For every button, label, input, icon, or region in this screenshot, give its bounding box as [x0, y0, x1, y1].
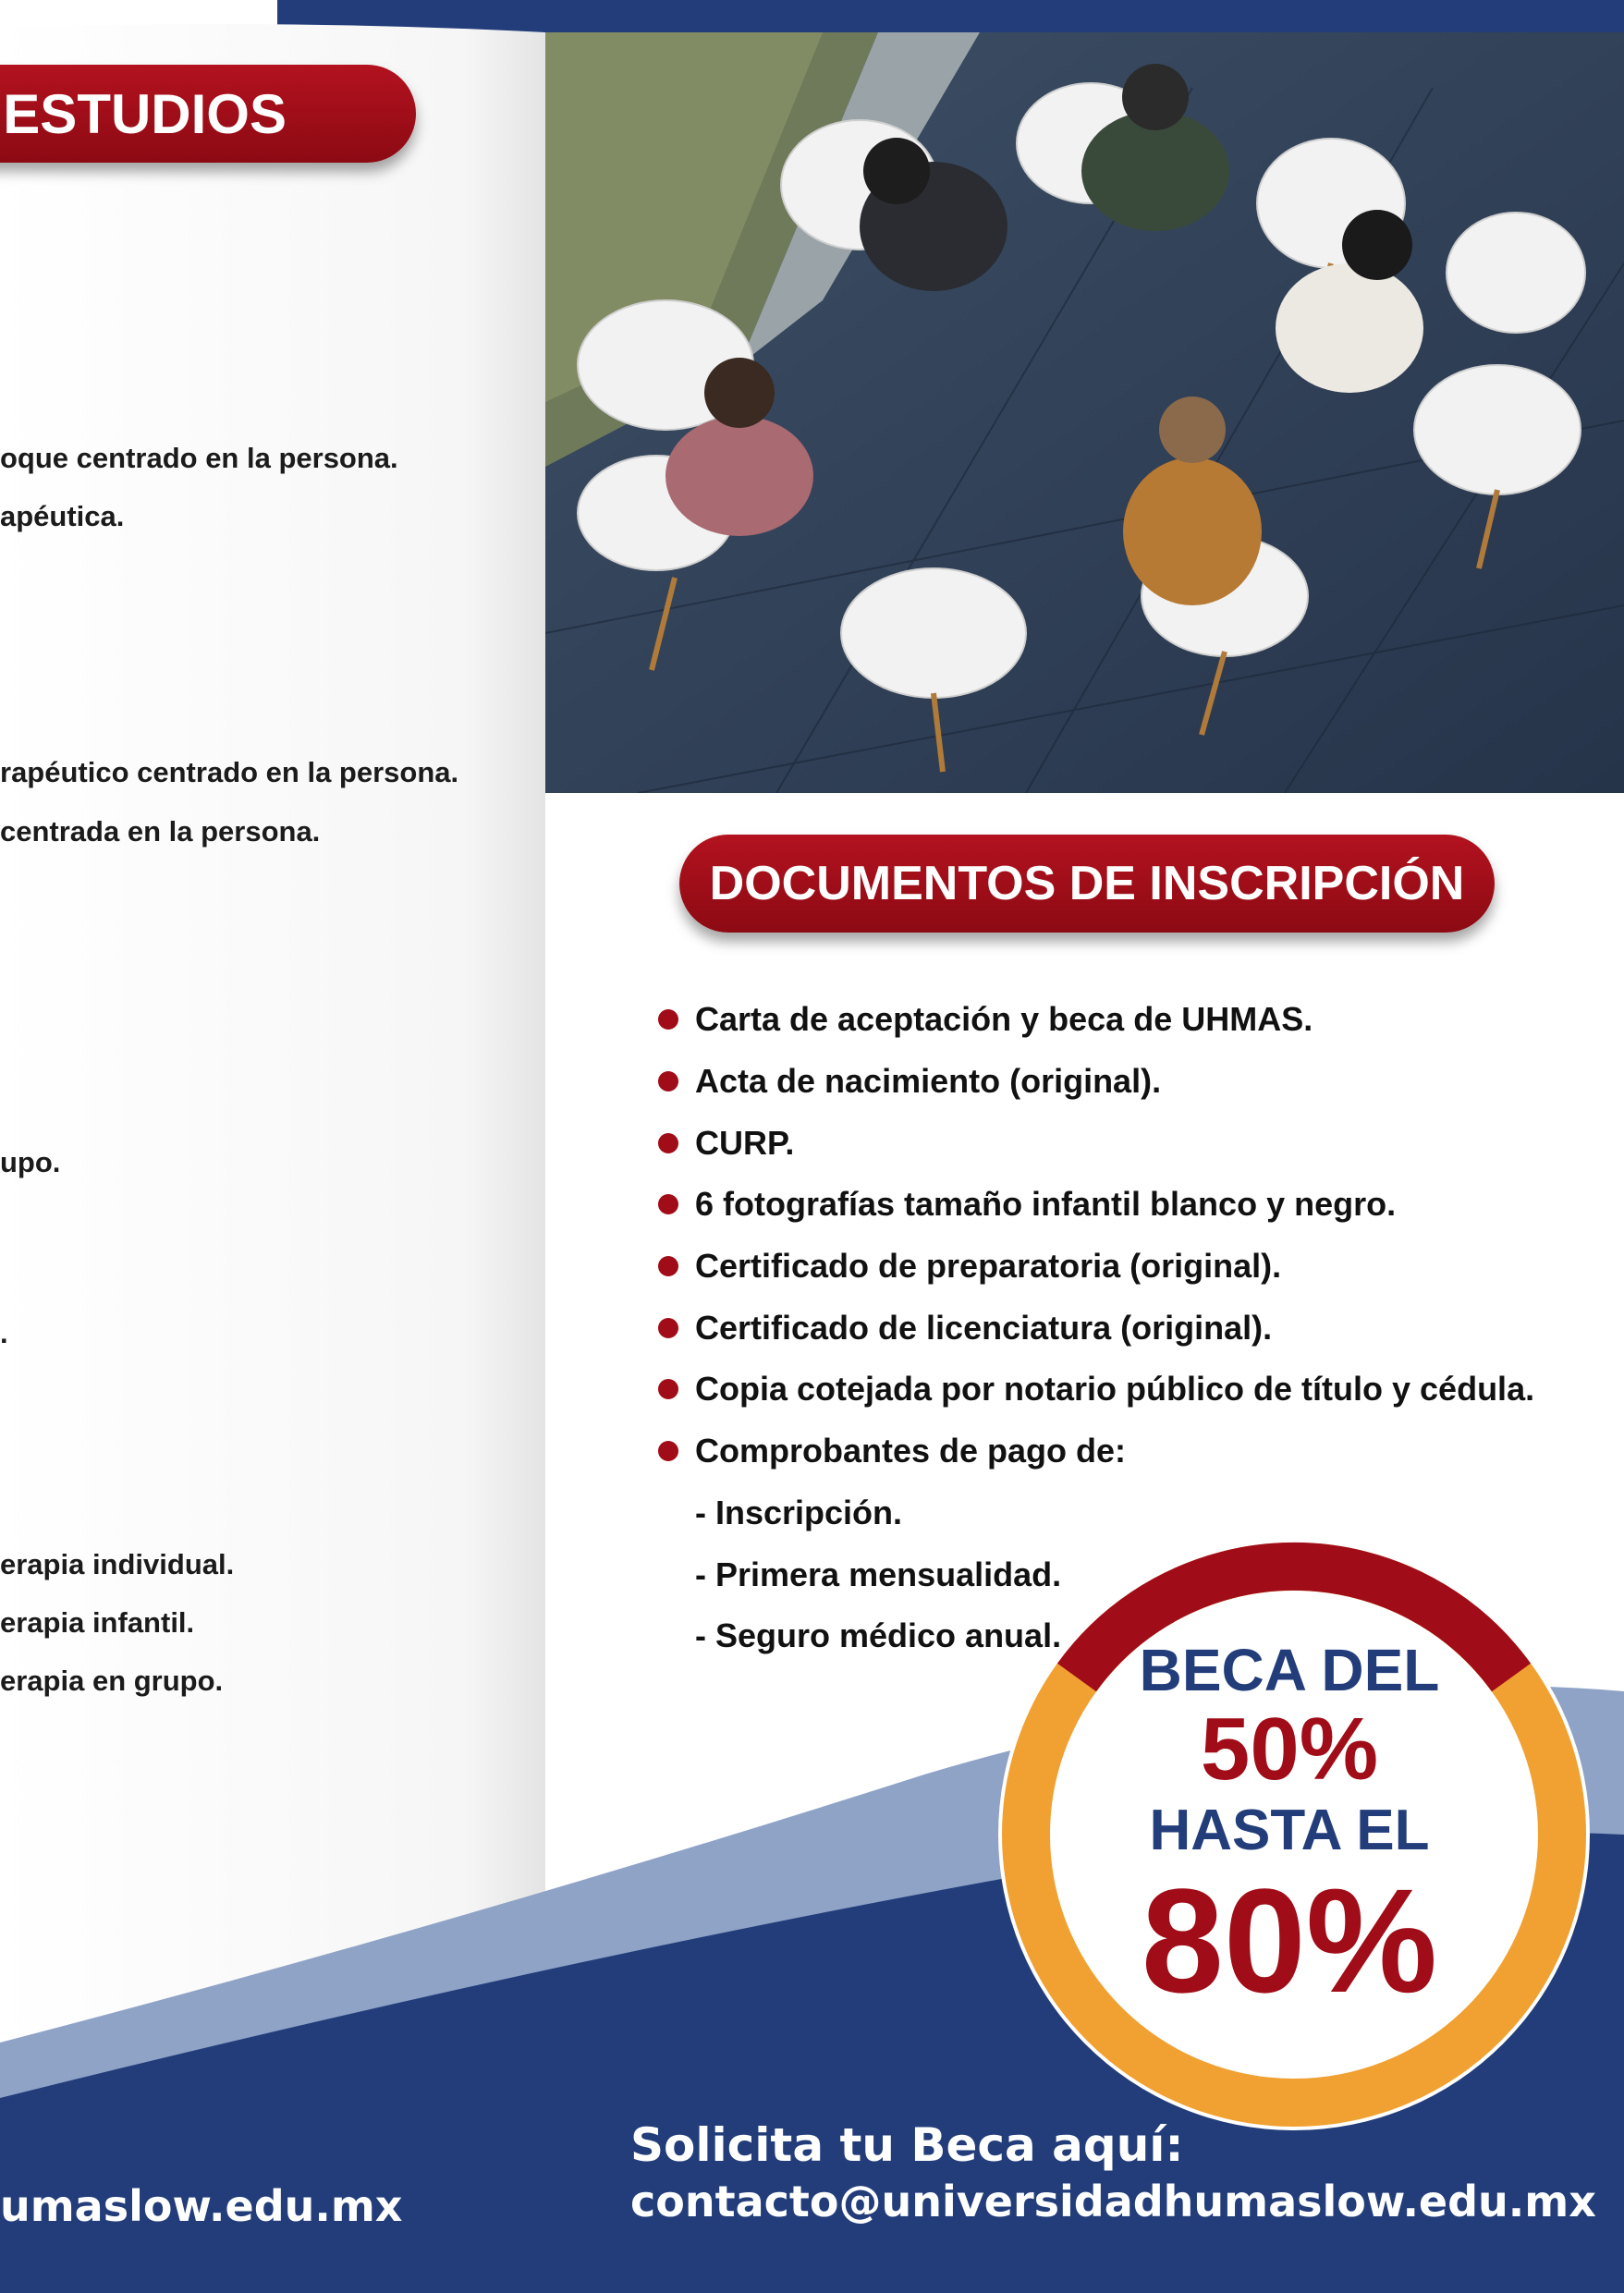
bullet-icon [658, 1133, 678, 1153]
left-text-line: . [0, 1317, 8, 1349]
section-header-label: DOCUMENTOS DE INSCRIPCIÓN [709, 857, 1465, 910]
list-sub-item: - Seguro médico anual. [695, 1616, 1062, 1655]
list-item: Certificado de licenciatura (original). [658, 1297, 1534, 1359]
left-text-line: erapia infantil. [0, 1606, 195, 1639]
bullet-icon [658, 1009, 678, 1030]
badge-line-beca: BECA DEL [1139, 1637, 1440, 1703]
footer-email-partial[interactable]: umaslow.edu.mx [0, 2181, 403, 2231]
list-sub-item: - Primera mensualidad. [695, 1555, 1062, 1593]
bullet-icon [658, 1441, 678, 1461]
list-item: Acta de nacimiento (original). [658, 1051, 1534, 1113]
section-header-label: ESTUDIOS [3, 82, 287, 145]
section-header-documentos [679, 835, 1495, 933]
left-text-line: oque centrado en la persona. [0, 442, 398, 474]
bullet-icon [658, 1071, 678, 1092]
footer-cta: Solicita tu Beca aquí: [630, 2118, 1184, 2172]
left-text-line: upo. [0, 1146, 61, 1178]
footer-email[interactable]: contacto@universidadhumaslow.edu.mx [630, 2177, 1596, 2226]
badge-line-80: 80% [1141, 1858, 1438, 2023]
left-text-line: rapéutico centrado en la persona. [0, 756, 459, 788]
list-item: 6 fotografías tamaño infantil blanco y negro. [658, 1174, 1534, 1236]
left-text-line: erapia individual. [0, 1548, 235, 1580]
list-item: Carta de aceptación y beca de UHMAS. [658, 989, 1534, 1051]
badge-line-hasta: HASTA EL [1149, 1799, 1430, 1862]
bullet-icon [658, 1318, 678, 1338]
bullet-icon [658, 1256, 678, 1276]
list-item: CURP. [658, 1112, 1534, 1174]
left-text-line: apéutica. [0, 500, 125, 532]
bullet-icon [658, 1379, 678, 1399]
badge-line-50: 50% [1200, 1700, 1379, 1799]
left-text-line: centrada en la persona. [0, 815, 321, 848]
group-therapy-photo [545, 32, 1624, 793]
list-sub-item: - Inscripción. [695, 1493, 903, 1531]
list-item: Comprobantes de pago de: [658, 1421, 1534, 1482]
left-text-line: erapia en grupo. [0, 1665, 224, 1697]
bullet-icon [658, 1194, 678, 1214]
list-item: Certificado de preparatoria (original). [658, 1236, 1534, 1298]
section-header-estudios [0, 65, 416, 163]
list-item: Copia cotejada por notario público de título y cédula. [658, 1359, 1534, 1421]
